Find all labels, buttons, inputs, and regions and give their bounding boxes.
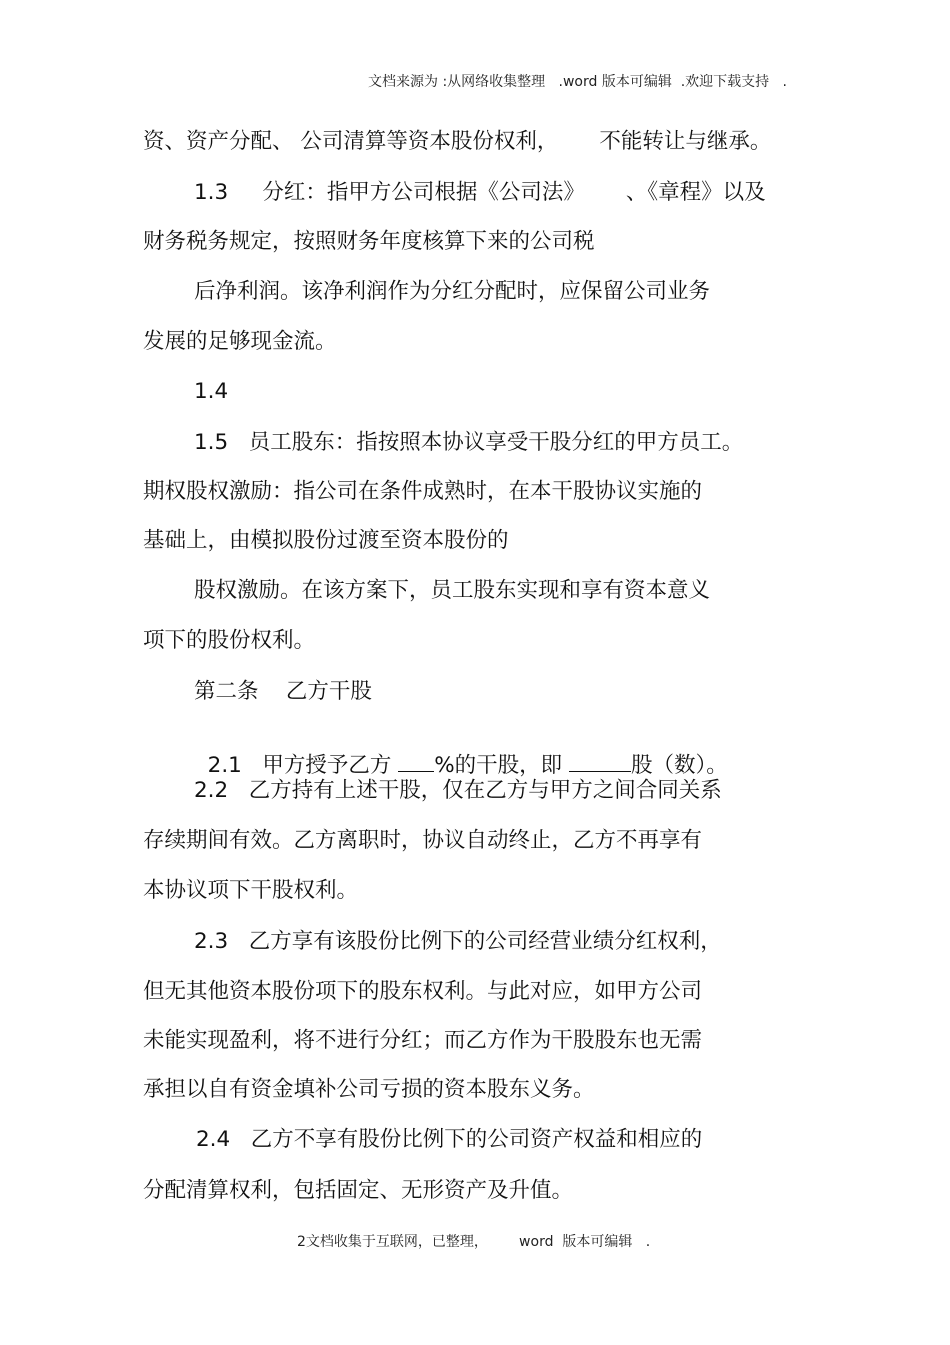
text-line: 项下的股份权利。 xyxy=(143,628,316,653)
clause-2-1-text: 2.1 甲方授予乙方 xyxy=(207,752,399,778)
shares-blank[interactable] xyxy=(569,753,631,772)
text-line: 承担以自有资金填补公司亏损的资本股东义务。 xyxy=(143,1077,595,1102)
clause-2-1-pct: %的干股，即 xyxy=(434,752,569,778)
text-line: 2.4 乙方不享有股份比例下的公司资产权益和相应的 xyxy=(196,1127,703,1152)
text-line: 资、资产分配、 公司清算等资本股份权利， 不能转让与继承。 xyxy=(143,129,772,154)
clause-2-1 xyxy=(194,731,728,776)
text-line: 财务税务规定，按照财务年度核算下来的公司税 xyxy=(143,229,595,254)
clause-2-1-post: 股（数）。 xyxy=(630,752,728,778)
article-heading: 第二条 乙方干股 xyxy=(194,679,372,704)
text-line: 期权股权激励：指公司在条件成熟时，在本干股协议实施的 xyxy=(143,479,703,504)
percent-blank[interactable] xyxy=(398,753,434,772)
text-line: 但无其他资本股份项下的股东权利。与此对应，如甲方公司 xyxy=(143,979,703,1004)
text-line: 1.4 xyxy=(194,379,229,404)
text-line: 1.3 分红：指甲方公司根据《公司法》 、《章程》以及 xyxy=(194,180,766,205)
text-line: 基础上，由模拟股份过渡至资本股份的 xyxy=(143,528,509,553)
text-line: 股权激励。在该方案下，员工股东实现和享有资本意义 xyxy=(194,578,711,603)
text-line: 分配清算权利，包括固定、无形资产及升值。 xyxy=(143,1178,574,1203)
page-header: 文档来源为 :从网络收集整理 .word 版本可编辑 .欢迎下载支持 . xyxy=(368,74,787,90)
text-line: 发展的足够现金流。 xyxy=(143,329,337,354)
page-footer: 2文档收集于互联网，已整理， word 版本可编辑 . xyxy=(297,1234,651,1250)
text-line: 1.5 员工股东：指按照本协议享受干股分红的甲方员工。 xyxy=(194,430,744,455)
text-line: 本协议项下干股权利。 xyxy=(143,878,359,903)
text-line: 存续期间有效。乙方离职时，协议自动终止，乙方不再享有 xyxy=(143,828,703,853)
text-line: 后净利润。该净利润作为分红分配时，应保留公司业务 xyxy=(194,279,711,304)
text-line: 2.3 乙方享有该股份比例下的公司经营业绩分红权利， xyxy=(194,929,722,954)
text-line: 未能实现盈利，将不进行分红；而乙方作为干股股东也无需 xyxy=(143,1028,703,1053)
text-line: 2.2 乙方持有上述干股，仅在乙方与甲方之间合同关系 xyxy=(194,778,722,803)
